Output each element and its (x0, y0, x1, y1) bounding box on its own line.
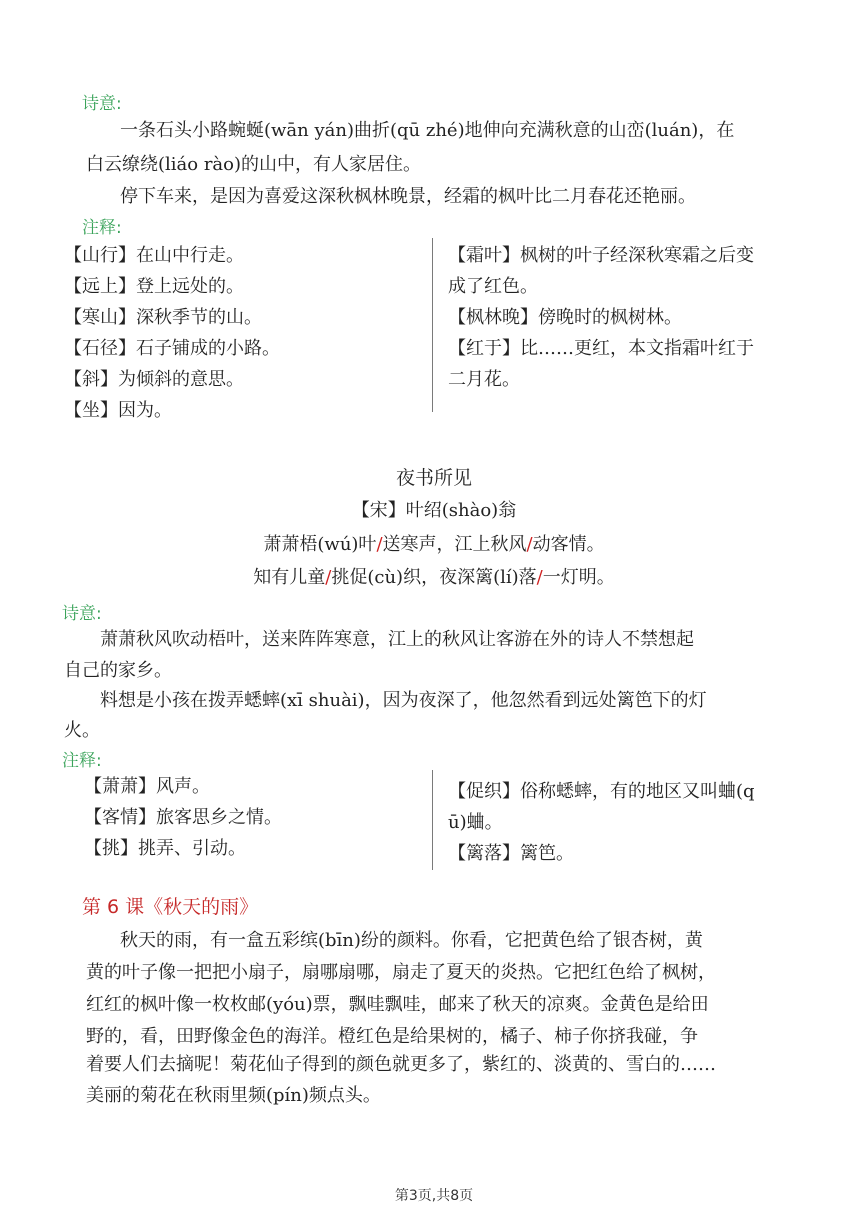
note-item: 成了红色。 (448, 276, 538, 297)
meaning-line: 自己的家乡。 (64, 660, 172, 681)
lesson-line: 野的，看，田野像金色的海洋。橙红色是给果树的，橘子、柿子你挤我碰，争 (86, 1026, 698, 1047)
note-item: 【斜】为倾斜的意思。 (64, 369, 244, 390)
notes-label-2: 注释: (62, 751, 102, 771)
meaning-line: 萧萧秋风吹动梧叶，送来阵阵寒意，江上的秋风让客游在外的诗人不禁想起 (100, 629, 694, 650)
pause-mark: / (536, 567, 543, 588)
note-item: 【枫林晚】傍晚时的枫树林。 (448, 307, 682, 328)
lesson-line: 美丽的菊花在秋雨里频(pín)频点头。 (86, 1085, 381, 1106)
lesson-line: 着要人们去摘呢！菊花仙子得到的颜色就更多了，紫红的、淡黄的、雪白的…… (86, 1054, 716, 1075)
note-item: 【寒山】深秋季节的山。 (64, 307, 262, 328)
poem-segment: 挑促(cù)织，夜深篱(lí)落 (331, 567, 537, 588)
notes-label-1: 注释: (82, 218, 122, 238)
lesson-line: 秋天的雨，有一盒五彩缤(bīn)纷的颜料。你看，它把黄色给了银杏树，黄 (120, 930, 703, 951)
poem-segment: 动客情。 (532, 534, 605, 555)
notes-left-2 (84, 771, 282, 864)
poem-title: 夜书所见 (395, 467, 472, 489)
lesson-line: 黄的叶子像一把把小扇子，扇哪扇哪，扇走了夏天的炎热。它把红色给了枫树， (86, 962, 716, 983)
pause-mark: / (376, 534, 383, 555)
meaning-label-2: 诗意: (62, 604, 102, 624)
note-item: 【山行】在山中行走。 (64, 245, 244, 266)
note-item: 【客情】旅客思乡之情。 (84, 807, 282, 828)
note-item: 【远上】登上远处的。 (64, 276, 244, 297)
note-item: 【促织】俗称蟋蟀，有的地区又叫蛐(q (448, 781, 755, 802)
notes-divider (432, 770, 433, 870)
pause-mark: / (325, 567, 332, 588)
lesson-title: 第 6 课《秋天的雨》 (82, 896, 259, 918)
note-item: 【篱落】篱笆。 (448, 843, 574, 864)
note-item: 【挑】挑弄、引动。 (84, 838, 246, 859)
note-item: 【红于】比……更红，本文指霜叶红于 (448, 338, 754, 359)
meaning-label-1: 诗意: (82, 94, 122, 114)
page-footer: 第3页,共8页 (394, 1188, 474, 1204)
poem-segment: 萧萧梧(wú)叶 (263, 534, 377, 555)
notes-divider (432, 238, 433, 412)
poem-segment: 知有儿童 (253, 567, 326, 588)
meaning-line: 火。 (64, 720, 100, 741)
notes-left-1 (64, 240, 280, 426)
note-item: 【萧萧】风声。 (84, 776, 210, 797)
note-item: ū)蛐。 (448, 812, 503, 833)
note-item: 【霜叶】枫树的叶子经深秋寒霜之后变 (448, 245, 754, 266)
notes-right-1 (448, 240, 754, 395)
lesson-line: 红红的枫叶像一枚枚邮(yóu)票，飘哇飘哇，邮来了秋天的凉爽。金黄色是给田 (86, 994, 709, 1015)
meaning-line: 一条石头小路蜿蜒(wān yán)曲折(qū zhé)地伸向充满秋意的山峦(luán)，在 (120, 120, 735, 141)
note-item: 【坐】因为。 (64, 400, 172, 421)
poem-line-2 (0, 563, 868, 593)
pause-mark: / (526, 534, 533, 555)
note-item: 【石径】石子铺成的小路。 (64, 338, 280, 359)
meaning-line: 白云缭绕(liáo rào)的山中，有人家居住。 (86, 154, 422, 175)
poem-line-1 (0, 530, 868, 560)
notes-right-2 (448, 776, 755, 869)
poem-segment: 送寒声，江上秋风 (382, 534, 527, 555)
meaning-line: 停下车来，是因为喜爱这深秋枫林晚景，经霜的枫叶比二月春花还艳丽。 (120, 186, 696, 207)
meaning-line: 料想是小孩在拨弄蟋蟀(xī shuài)，因为夜深了，他忽然看到远处篱笆下的灯 (100, 690, 707, 711)
note-item: 二月花。 (448, 369, 520, 390)
poem-segment: 一灯明。 (542, 567, 615, 588)
poem-author: 【宋】叶绍(shào)翁 (351, 500, 517, 521)
